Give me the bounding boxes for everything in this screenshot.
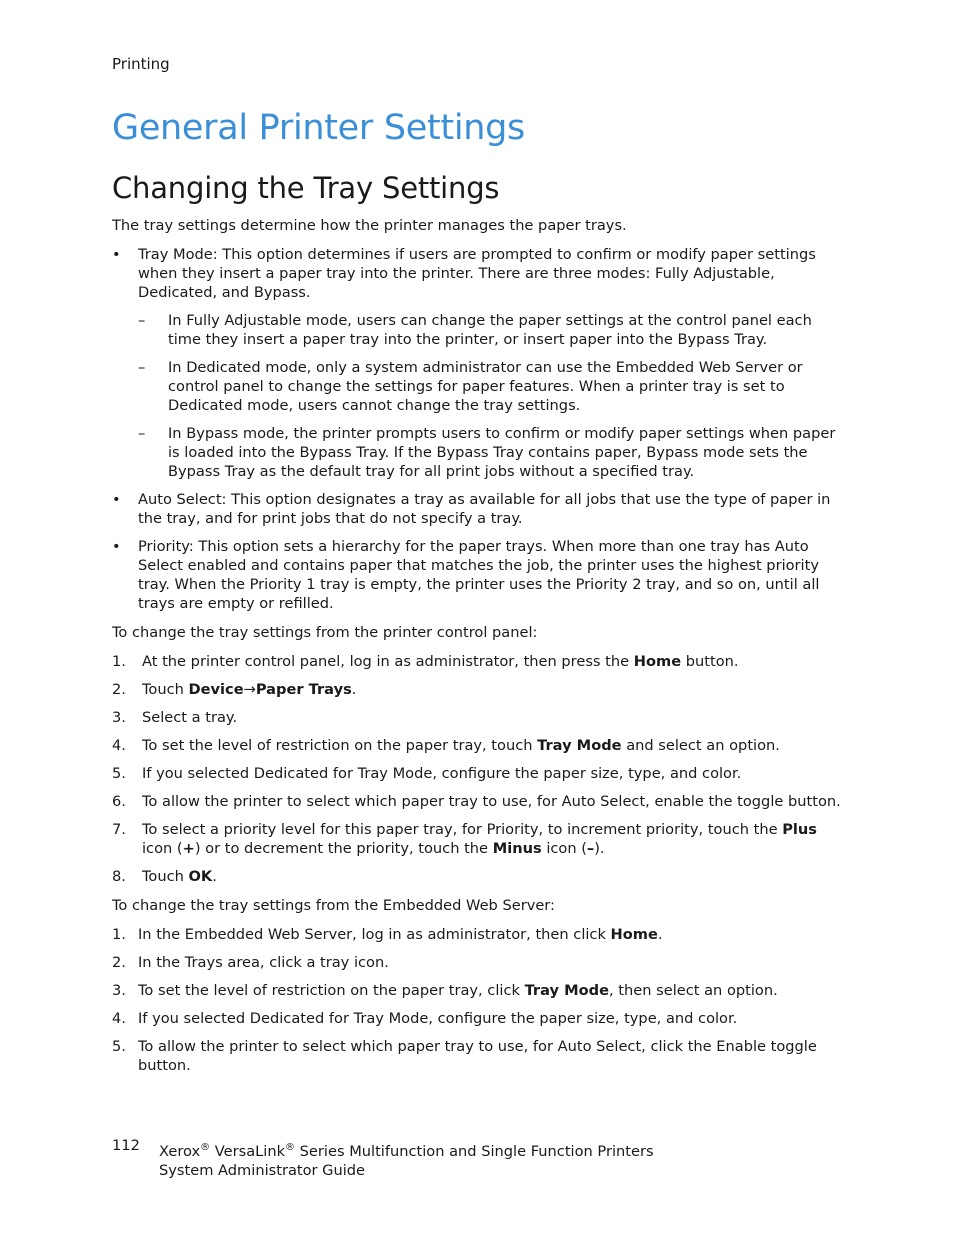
step-item [112,652,847,671]
ui-term: Home [633,653,682,670]
footer-line-2: System Administrator Guide [159,1161,366,1179]
step-text: In the Embedded Web Server, log in as administrator, then click [138,926,611,943]
ui-term: Tray Mode [524,982,609,999]
step-text: To allow the printer to select which paper tray to use, for Auto Select, click the Enable toggle button. [138,1038,817,1074]
registered-mark: ® [285,1142,296,1153]
section-title: Changing the Tray Settings [112,171,500,205]
list-item [112,490,847,528]
step-text: ). [594,840,605,857]
document-body [112,216,847,1085]
footer-text [159,1138,654,1180]
step-number: 3. [112,709,126,726]
list-item [138,424,847,481]
list-item-text: Auto Select: This option designates a tray as available for all jobs that use the type of paper in the tray, and for print jobs that do not specify a tray. [138,491,831,527]
step-item [112,792,847,811]
step-text: Touch [142,681,189,698]
step-text: To allow the printer to select which paper tray to use, for Auto Select, enable the toggle button. [142,793,841,810]
step-item [112,708,847,727]
step-number: 5. [112,765,126,782]
list-item-text: In Bypass mode, the printer prompts users to confirm or modify paper settings when paper is loaded into the Bypass Tray. If the Bypass Tray contains paper, Bypass mode sets the Bypass Tray as the default tray for all print jobs without a specified tray. [168,425,836,480]
footer-series: Series Multifunction and Single Function Printers [295,1142,654,1160]
step-number: 2. [112,954,126,971]
step-number: 4. [112,1010,126,1027]
step-item [112,1009,847,1028]
ui-term: Paper Trays [255,681,352,698]
step-number: 6. [112,793,126,810]
bullet-icon: • [112,538,121,555]
ui-term: Plus [782,821,817,838]
list-item [138,358,847,415]
step-text: If you selected Dedicated for Tray Mode, configure the paper size, type, and color. [142,765,742,782]
list-item-text: In Fully Adjustable mode, users can change the paper settings at the control panel each time they insert a paper tray into the printer, or insert paper into the Bypass Tray. [168,312,812,348]
plus-icon: + [182,840,195,857]
step-number: 1. [112,926,126,943]
step-number: 4. [112,737,126,754]
step-text: , then select an option. [609,982,778,999]
web-server-steps [112,925,847,1075]
ui-term: Device [188,681,244,698]
step-number: 7. [112,821,126,838]
step-item [112,1037,847,1075]
registered-mark: ® [200,1142,211,1153]
ui-term: Tray Mode [537,737,622,754]
list-item [112,245,847,481]
step-number: 3. [112,982,126,999]
step-number: 8. [112,868,126,885]
web-server-intro: To change the tray settings from the Embedded Web Server: [112,897,555,914]
step-item [112,736,847,755]
step-item [112,981,847,1000]
running-head: Printing [112,55,170,73]
step-text: To set the level of restriction on the paper tray, click [138,982,525,999]
step-item [112,680,847,699]
step-text: To select a priority level for this paper tray, for Priority, to increment priority, touch the [142,821,783,838]
bullet-icon: • [112,246,121,263]
step-item [112,820,847,858]
step-text: . [212,868,217,885]
arrow-icon: → [243,681,256,698]
list-item [138,311,847,349]
ui-term: OK [188,868,213,885]
step-text: and select an option. [621,737,780,754]
step-item [112,953,847,972]
step-text: Select a tray. [142,709,238,726]
step-number: 5. [112,1038,126,1055]
step-text: icon ( [541,840,587,857]
list-item-text: Priority: This option sets a hierarchy for the paper trays. When more than one tray has Auto Select enabled and contains paper that matches the job, the printer uses the highest priority tray. When the Priority 1 tray is empty, the printer uses the Priority 2 tray, and so on, until all trays are empty or refilled. [138,538,820,612]
footer-product: VersaLink [210,1142,286,1160]
step-text: At the printer control panel, log in as administrator, then press the [142,653,634,670]
step-number: 1. [112,653,126,670]
page-number: 112 [112,1137,140,1154]
step-text: button. [681,653,739,670]
step-item [112,925,847,944]
step-number: 2. [112,681,126,698]
step-item [112,867,847,886]
ui-term: Home [610,926,658,943]
step-item [112,764,847,783]
page-title: General Printer Settings [112,108,525,148]
footer-line-1 [159,1138,654,1161]
ui-term: Minus [492,840,542,857]
footer-brand: Xerox [159,1142,201,1160]
tray-mode-sublist [138,311,847,481]
step-text: . [351,681,357,698]
step-text: Touch [142,868,189,885]
dash-icon: – [138,359,146,376]
step-text: . [657,926,663,943]
step-text: ) or to decrement the priority, touch the [194,840,493,857]
tray-settings-list [112,245,847,613]
step-text: icon ( [142,840,183,857]
bullet-icon: • [112,491,121,508]
dash-icon: – [138,425,146,442]
minus-icon: – [586,840,595,857]
step-text: In the Trays area, click a tray icon. [138,954,389,971]
list-item-text: Tray Mode: This option determines if users are prompted to confirm or modify paper settings when they insert a paper tray into the printer. There are three modes: Fully Adjustable, Dedicated, and Bypass. [138,246,816,301]
list-item-text: In Dedicated mode, only a system administrator can use the Embedded Web Server or control panel to change the settings for paper features. When a printer tray is set to Dedicated mode, users cannot change the tray settings. [168,359,803,414]
intro-paragraph: The tray settings determine how the printer manages the paper trays. [112,217,627,234]
dash-icon: – [138,312,146,329]
control-panel-steps [112,652,847,886]
step-text: To set the level of restriction on the paper tray, touch [142,737,538,754]
step-text: If you selected Dedicated for Tray Mode, configure the paper size, type, and color. [138,1010,738,1027]
list-item [112,537,847,613]
control-panel-intro: To change the tray settings from the printer control panel: [112,624,538,641]
